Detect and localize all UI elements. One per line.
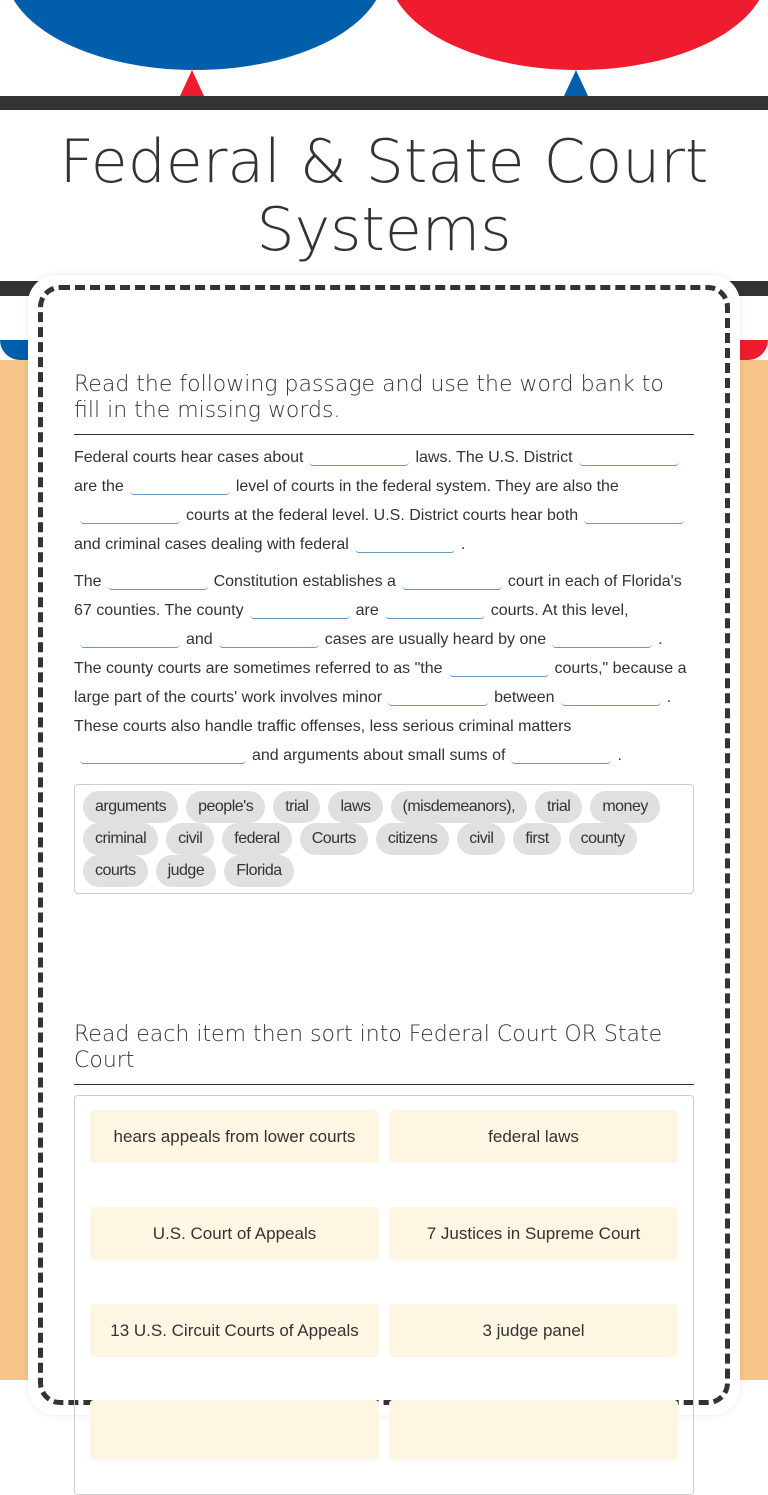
fill-in-section — [74, 372, 694, 894]
blank-drop-target[interactable] — [80, 744, 246, 764]
blank-drop-target[interactable] — [449, 657, 549, 677]
blank-drop-target[interactable] — [80, 628, 180, 648]
passage-text: courts," because a large part of the courts' work involves minor — [74, 660, 687, 706]
word-chip[interactable]: criminal — [83, 823, 158, 855]
word-bank — [74, 784, 694, 894]
blank-drop-target[interactable] — [130, 475, 230, 495]
passage-text: Federal courts hear cases about — [74, 449, 304, 466]
word-chip[interactable]: first — [513, 823, 560, 855]
sort-items-box — [74, 1095, 694, 1495]
sort-item[interactable] — [90, 1400, 379, 1460]
passage-text: . These courts also handle traffic offenses, less serious criminal matters — [74, 689, 672, 735]
word-chip[interactable]: laws — [328, 791, 382, 823]
blue-triangle — [564, 70, 588, 96]
passage-text: and arguments about small sums of — [252, 747, 506, 764]
passage-text: level of courts in the federal system. They are also the — [235, 478, 619, 495]
word-chip[interactable]: civil — [166, 823, 214, 855]
word-chip[interactable]: citizens — [376, 823, 449, 855]
blank-drop-target[interactable] — [388, 686, 488, 706]
passage-text: . The county courts are sometimes referred to as "the — [74, 631, 663, 677]
sort-item[interactable]: 13 U.S. Circuit Courts of Appeals — [90, 1304, 379, 1357]
word-chip[interactable]: (misdemeanors), — [391, 791, 528, 823]
sort-item[interactable]: 3 judge panel — [389, 1304, 678, 1357]
blank-drop-target[interactable] — [552, 628, 652, 648]
passage-text: and — [186, 631, 213, 648]
word-chip[interactable]: people's — [186, 791, 265, 823]
sort-item[interactable] — [389, 1400, 678, 1460]
page-title: Federal & State Court Systems — [59, 127, 709, 265]
sort-item[interactable]: 7 Justices in Supreme Court — [389, 1207, 678, 1260]
sort-item[interactable]: federal laws — [389, 1110, 678, 1163]
passage-text: courts at the federal level. U.S. District courts hear both — [186, 507, 579, 524]
blue-balloon — [5, 0, 385, 70]
section-heading: Read the following passage and use the word bank to fill in the missing words. — [74, 372, 694, 435]
blank-drop-target[interactable] — [402, 570, 502, 590]
passage-text: and criminal cases dealing with federal — [74, 536, 349, 553]
header-banner — [0, 0, 768, 96]
section-heading: Read each item then sort into Federal Court OR State Court — [74, 1022, 694, 1085]
blank-drop-target[interactable] — [355, 533, 455, 553]
word-chip[interactable]: federal — [222, 823, 291, 855]
red-triangle — [180, 70, 204, 96]
passage-text: . — [460, 536, 466, 553]
word-chip[interactable]: judge — [156, 855, 217, 887]
red-balloon — [388, 0, 768, 70]
word-chip[interactable]: trial — [273, 791, 320, 823]
blank-drop-target[interactable] — [80, 504, 180, 524]
word-chip[interactable]: county — [569, 823, 637, 855]
divider-bar — [0, 96, 768, 110]
word-chip[interactable]: arguments — [83, 791, 178, 823]
sort-section — [74, 1022, 694, 1495]
sort-item[interactable]: U.S. Court of Appeals — [90, 1207, 379, 1260]
passage-text: are — [355, 602, 379, 619]
blank-drop-target[interactable] — [250, 599, 350, 619]
blank-drop-target[interactable] — [511, 744, 611, 764]
sort-item[interactable]: hears appeals from lower courts — [90, 1110, 379, 1163]
passage-text: courts. At this level, — [490, 602, 629, 619]
passage-paragraph-2 — [74, 567, 694, 770]
passage-paragraph-1 — [74, 443, 694, 559]
blank-drop-target[interactable] — [108, 570, 208, 590]
passage-text: between — [494, 689, 555, 706]
passage-text: The — [74, 573, 102, 590]
blank-drop-target[interactable] — [579, 446, 679, 466]
word-chip[interactable]: money — [590, 791, 660, 823]
word-chip[interactable]: Courts — [300, 823, 368, 855]
word-chip[interactable]: Florida — [224, 855, 293, 887]
passage-text: laws. The U.S. District — [415, 449, 573, 466]
blank-drop-target[interactable] — [309, 446, 409, 466]
word-chip[interactable]: courts — [83, 855, 148, 887]
blank-drop-target[interactable] — [584, 504, 684, 524]
blank-drop-target[interactable] — [385, 599, 485, 619]
word-chip[interactable]: civil — [457, 823, 505, 855]
passage-text: cases are usually heard by one — [324, 631, 547, 648]
blank-drop-target[interactable] — [219, 628, 319, 648]
passage-text: court in each of Florida's 67 counties. The county — [74, 573, 682, 619]
passage-text: . — [617, 747, 622, 764]
blank-drop-target[interactable] — [561, 686, 661, 706]
passage-text: are the — [74, 478, 124, 495]
passage-text: Constitution establishes a — [213, 573, 396, 590]
word-chip[interactable]: trial — [535, 791, 582, 823]
